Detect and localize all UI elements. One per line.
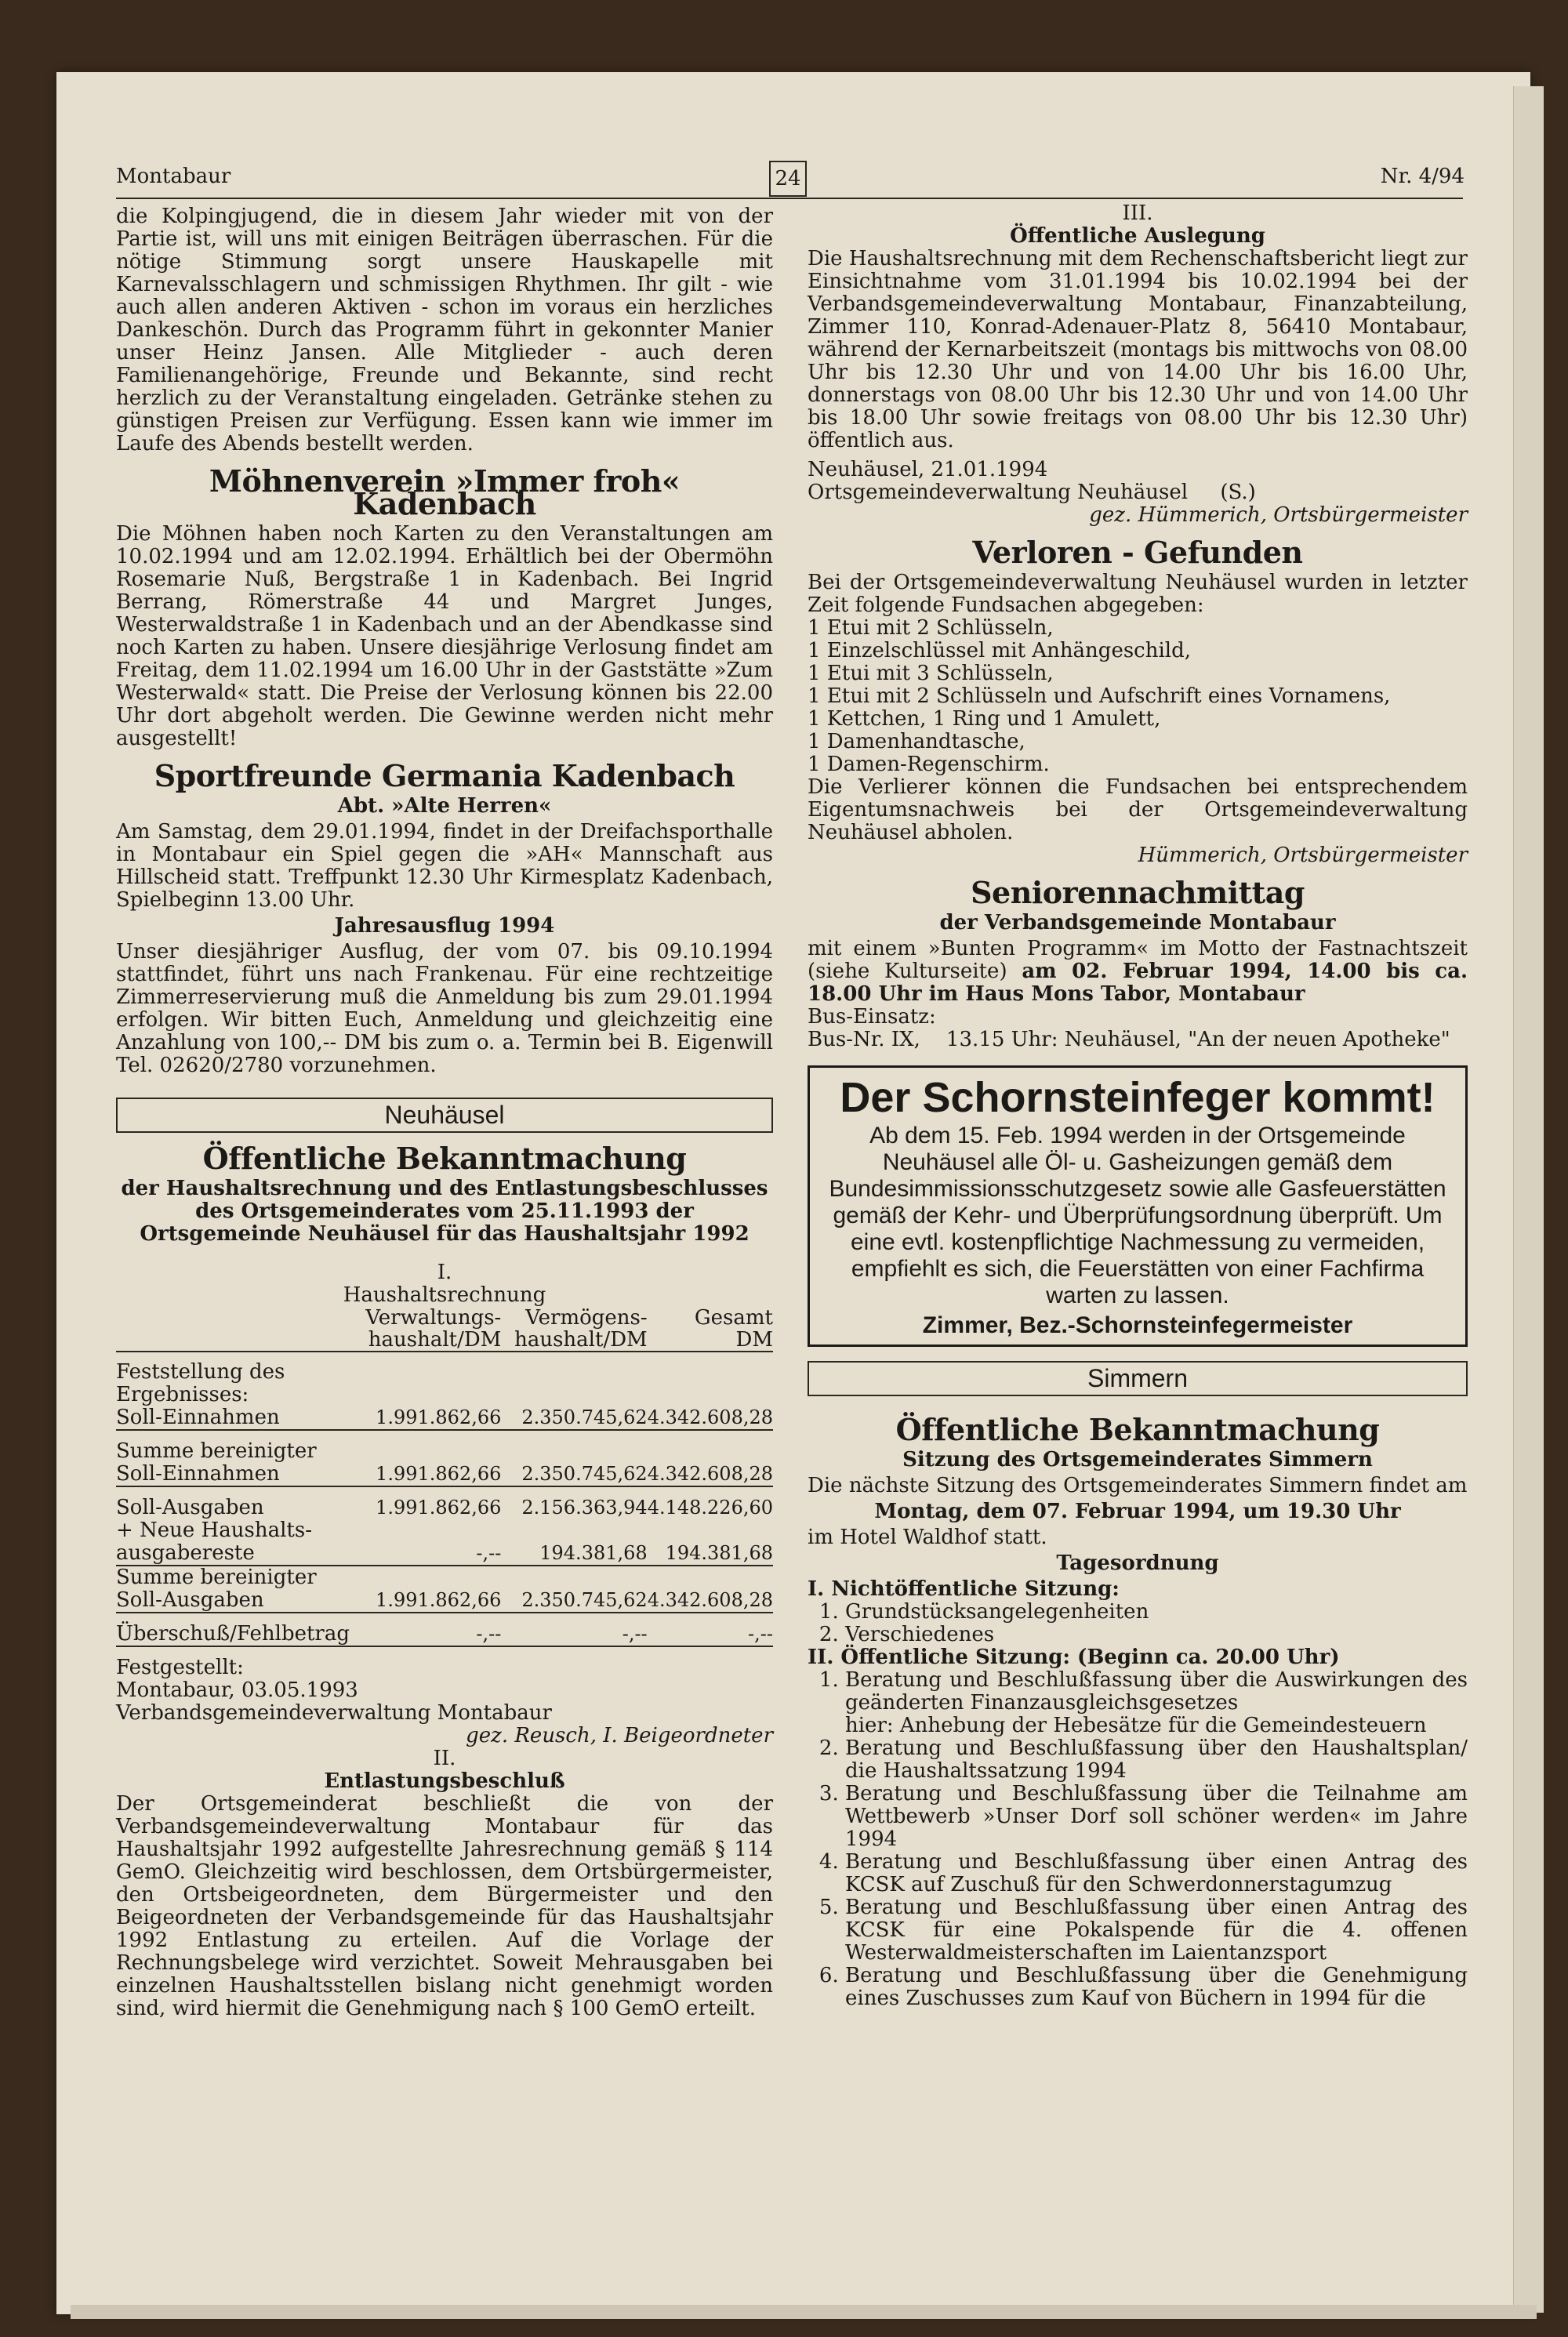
simmern-bek-place: im Hotel Waldhof statt. (808, 1526, 1047, 1549)
simmern-bek-title: Öffentliche Bekanntmachung (895, 1412, 1380, 1447)
bus-label: Bus-Einsatz: (808, 1005, 936, 1029)
table-row: Soll-Ausgaben 1.991.862,66 2.156.363,94 4.148.226,60 (116, 1496, 773, 1519)
sec1-title: Haushaltsrechnung (343, 1283, 546, 1307)
fund-list (808, 617, 1468, 776)
page-edge-bottom (71, 2305, 1537, 2319)
list-item: 1. Grundstücksangelegenheiten (845, 1601, 1468, 1624)
sport-title: Sportfreunde Germania Kadenbach (154, 758, 735, 793)
sec2-title: Entlastungsbeschluß (324, 1769, 565, 1793)
sec3-title: Öffentliche Auslegung (1010, 224, 1265, 248)
sport-text: Am Samstag, dem 29.01.1994, findet in der Dreifachsporthalle in Montabaur ein Spiel gegen die »AH« Mannschaft aus Hillscheid statt. Treffpunkt 12.30 Uhr Kirmesplatz Kadenbach, Spielbeginn 13.00 Uhr. (116, 820, 773, 912)
header-rule (116, 198, 1463, 199)
schornsteinfeger-ad (808, 1065, 1468, 1347)
simmern-bek-subtitle: Sitzung des Ortsgemeinderates Simmern (902, 1448, 1373, 1472)
list-item: 4. Beratung und Beschlußfassung über einen Antrag des KCSK auf Zuschuß für den Schwerdonnerstagumzug (845, 1851, 1468, 1896)
tagesordnung-title: Tagesordnung (1056, 1551, 1219, 1575)
list-item: 2. Verschiedenes (845, 1624, 1468, 1646)
signature-reusch: gez. Reusch, I. Beigeordneter (466, 1724, 773, 1747)
senior-subtitle: der Verbandsgemeinde Montabaur (939, 911, 1336, 934)
table-row: Feststellung des Ergebnisses: Soll-Einnahmen 1.991.862,66 2.350.745,62 4.342.608,28 (116, 1360, 773, 1429)
left-column (116, 205, 773, 2020)
list-item: 3. Beratung und Beschlußfassung über die Teilnahme am Wettbewerb »Unser Dorf soll schöner werden« im Jahre 1994 (845, 1783, 1468, 1851)
col-header-1: Verwaltungs- haushalt/DM (365, 1306, 502, 1352)
right-column (808, 202, 1468, 2010)
ad-signature: Zimmer, Bez.-Schornsteinfegermeister (922, 1312, 1353, 1338)
list-item: 1 Damen-Regenschirm. (808, 753, 1050, 776)
page-edge-right (1513, 86, 1544, 2313)
col-header-3: Gesamt DM (694, 1306, 773, 1352)
bek-subtitle: der Haushaltsrechnung und des Entlastungsbeschlusses des Ortsgemeinderates vom 25.11.1993 der Ortsgemeinde Neuhäusel für das Haushaltsjahr 1992 (121, 1177, 768, 1246)
verloren-text: Die Verlierer können die Fundsachen bei entsprechendem Eigentumsnachweis bei der Ortsgemeindeverwaltung Neuhäusel abholen. (808, 775, 1468, 844)
table-row: Überschuß/Fehlbetrag -,-- -,-- -,-- (116, 1622, 773, 1646)
sport-subtitle: Abt. »Alte Herren« (337, 794, 552, 818)
moehnen-title: Möhnenverein »Immer froh« Kadenbach (209, 463, 681, 521)
list-item: 1 Einzelschlüssel mit Anhängeschild, (808, 639, 1192, 662)
list-item: 1 Etui mit 2 Schlüsseln, (808, 616, 1054, 640)
ad-text: Ab dem 15. Feb. 1994 werden in der Ortsgemeinde Neuhäusel alle Öl- u. Gasheizungen gemäß dem Bundesimmissionsschutzgesetz sowie alle Gasfeuerstätten gemäß der Kehr- und Überprüfungsordnung überprüft. Um eine evtl. kostenpflichtige Nachmessung zu vermeiden, empfiehlt es sich, die Feuerstätten von einer Fachfirma warten zu lassen. (829, 1123, 1446, 1308)
neuhaeusel-verwaltung: Ortsgemeindeverwaltung Neuhäusel (808, 481, 1189, 504)
senior-date: am 02. Februar 1994, 14.00 bis ca. 18.00 Uhr im Haus Mons Tabor, Montabaur (808, 960, 1468, 1006)
senior-text: mit einem »Bunten Programm« im Motto der Fastnachtszeit (siehe Kulturseite) am 02. Februar 1994, 14.00 bis ca. 18.00 Uhr im Haus Mons Tabor, Montabaur (808, 937, 1468, 1006)
list-item: 2. Beratung und Beschlußfassung über den Haushaltsplan/ die Haushaltssatzung 1994 (845, 1737, 1468, 1783)
ad-title: Der Schornsteinfeger kommt! (840, 1074, 1436, 1121)
col-header-2: Vermögens- haushalt/DM (514, 1306, 648, 1352)
table-row: + Neue Haushalts- ausgabereste -,-- 194.381,68 194.381,68 (116, 1519, 773, 1565)
senior-title: Seniorennachmittag (971, 875, 1305, 910)
list-item: 6. Beratung und Beschlußfassung über die Genehmigung eines Zuschusses zum Kauf von Büchern in 1994 für die (845, 1965, 1468, 2010)
bek-title: Öffentliche Bekanntmachung (202, 1141, 687, 1176)
part2-list (808, 1669, 1468, 2010)
header-left: Montabaur (116, 165, 231, 188)
part1-title: I. Nichtöffentliche Sitzung: (808, 1577, 1120, 1601)
list-item: 1 Etui mit 2 Schlüsseln und Aufschrift eines Vornamens, (808, 684, 1391, 708)
list-item: 5. Beratung und Beschlußfassung über einen Antrag des KCSK für eine Pokalspende für die 4. offenen Westerwaldmeisterschaften im Laientanzsport (845, 1896, 1468, 1965)
header-right: Nr. 4/94 (1380, 165, 1465, 188)
signature-mark: (S.) (1220, 481, 1256, 504)
sec3-text: Die Haushaltsrechnung mit dem Rechenschaftsbericht liegt zur Einsichtnahme vom 31.01.1994 bis 10.02.1994 bei der Verbandsgemeindeverwaltung Montabaur, Finanzabteilung, Zimmer 110, Konrad-Adenauer-Platz 8, 56410 Montabaur, während der Kernarbeitszeit (montags bis mittwochs von 08.00 Uhr bis 12.30 Uhr und von 14.00 Uhr bis 16.00 Uhr, donnerstags von 08.00 Uhr bis 12.30 Uhr und von 14.00 Uhr bis 18.00 Uhr sowie freitags von 08.00 Uhr bis 12.30 Uhr) öffentlich aus. (808, 247, 1468, 452)
ausflug-title: Jahresausflug 1994 (334, 914, 555, 938)
sec1-number: I. (437, 1261, 452, 1284)
sec2-number: II. (433, 1747, 456, 1770)
sec3-number: III. (1122, 201, 1153, 225)
signature-huemmerich: gez. Hümmerich, Ortsbürgermeister (1089, 503, 1468, 527)
haushalt-table (116, 1307, 773, 1657)
part1-list (808, 1601, 1468, 1646)
neuhaeusel-datum: Neuhäusel, 21.01.1994 (808, 458, 1048, 481)
neuhaeusel-box: Neuhäusel (116, 1098, 773, 1133)
ausflug-text: Unser diesjähriger Ausflug, der vom 07. bis 09.10.1994 stattfindet, führt uns nach Frankenau. Für eine rechtzeitige Zimmerreservierung muß die Anmeldung bis zum 29.01.1994 erfolgen. Wir bitten Euch, Anmeldung und gleichzeitig eine Anzahlung von 100,-- DM bis zum o. a. Termin bei B. Eigenwill Tel. 02620/2780 vorzunehmen. (116, 940, 773, 1077)
intro-text: die Kolpingjugend, die in diesem Jahr wieder mit von der Partie ist, will uns mit einigen Beiträgen überraschen. Für die nötige Stimmung sorgt unsere Hauskapelle mit Karnevalsschlagern und schmissigen Rhythmen. Ihr gilt - wie auch allen anderen Aktiven - schon im voraus ein herzliches Dankeschön. Durch das Programm führt in gekonnter Manier unser Heinz Jansen. Alle Mitglieder - auch deren Familienangehörige, Freunde und Bekannte, sind recht herzlich zu der Veranstaltung eingeladen. Getränke stehen zu günstigen Preisen zur Verfügung. Essen kann wie immer im Laufe des Abends bestellt werden. (116, 205, 773, 455)
signature-huemmerich-2: Hümmerich, Ortsbürgermeister (1138, 844, 1468, 867)
bus-line: Bus-Nr. IX, 13.15 Uhr: Neuhäusel, "An der neuen Apotheke" (808, 1028, 1450, 1051)
table-row: Summe bereinigter Soll-Ausgaben 1.991.862,66 2.350.745,62 4.342.608,28 (116, 1566, 773, 1612)
verwaltung: Verbandsgemeindeverwaltung Montabaur (116, 1701, 552, 1725)
part2-title: II. Öffentliche Sitzung: (Beginn ca. 20.00 Uhr) (808, 1646, 1340, 1669)
verloren-intro: Bei der Ortsgemeindeverwaltung Neuhäusel wurden in letzter Zeit folgende Fundsachen abgegeben: (808, 571, 1468, 617)
festgestellt-label: Festgestellt: (116, 1656, 244, 1679)
list-item: 1 Etui mit 3 Schlüsseln, (808, 662, 1054, 685)
moehnen-text: Die Möhnen haben noch Karten zu den Veranstaltungen am 10.02.1994 und am 12.02.1994. Erhältlich bei der Obermöhn Rosemarie Nuß, Bergstraße 1 in Kadenbach. Bei Ingrid Berrang, Römerstraße 44 und Margret Junges, Westerwaldstraße 1 in Kadenbach und an der Abendkasse sind noch Karten zu haben. Unsere diesjährige Verlosung findet am Freitag, dem 11.02.1994 um 16.00 Uhr in der Gaststätte »Zum Westerwald« statt. Die Preise der Verlosung können bis 22.00 Uhr dort abgeholt werden. Die Gewinne werden nicht mehr ausgestellt! (116, 522, 773, 750)
ort-datum: Montabaur, 03.05.1993 (116, 1678, 358, 1702)
simmern-box: Simmern (808, 1361, 1468, 1396)
simmern-bek-text: Die nächste Sitzung des Ortsgemeinderates Simmern findet am (808, 1474, 1468, 1497)
table-row: Summe bereinigter Soll-Einnahmen 1.991.862,66 2.350.745,62 4.342.608,28 (116, 1439, 773, 1486)
list-item: 1. Beratung und Beschlußfassung über die Auswirkungen des geänderten Finanzausgleichsgesetzes hier: Anhebung der Hebesätze für die Gemeindesteuern (845, 1669, 1468, 1737)
sec2-text: Der Ortsgemeinderat beschließt die von der Verbandsgemeindeverwaltung Montabaur für das Haushaltsjahr 1992 aufgestellte Jahresrechnung gemäß § 114 GemO. Gleichzeitig wird beschlossen, dem Ortsbürgermeister, den Ortsbeigeordneten, dem Bürgermeister und den Beigeordneten der Verbandsgemeinde für das Haushaltsjahr 1992 Entlastung zu erteilen. Auf die Vorlage der Rechnungsbelege wird verzichtet. Soweit Mehrausgaben bei einzelnen Haushaltsstellen bislang nicht genehmigt worden sind, wird hiermit die Genehmigung nach § 100 GemO erteilt. (116, 1792, 773, 2020)
neuhaeusel-verwaltung-line (808, 481, 1468, 504)
verloren-title: Verloren - Gefunden (972, 535, 1303, 570)
list-item: 1 Damenhandtasche, (808, 730, 1025, 753)
list-item: 1 Kettchen, 1 Ring und 1 Amulett, (808, 707, 1161, 731)
simmern-bek-date: Montag, dem 07. Februar 1994, um 19.30 Uhr (874, 1500, 1401, 1523)
page-number: 24 (769, 161, 807, 197)
